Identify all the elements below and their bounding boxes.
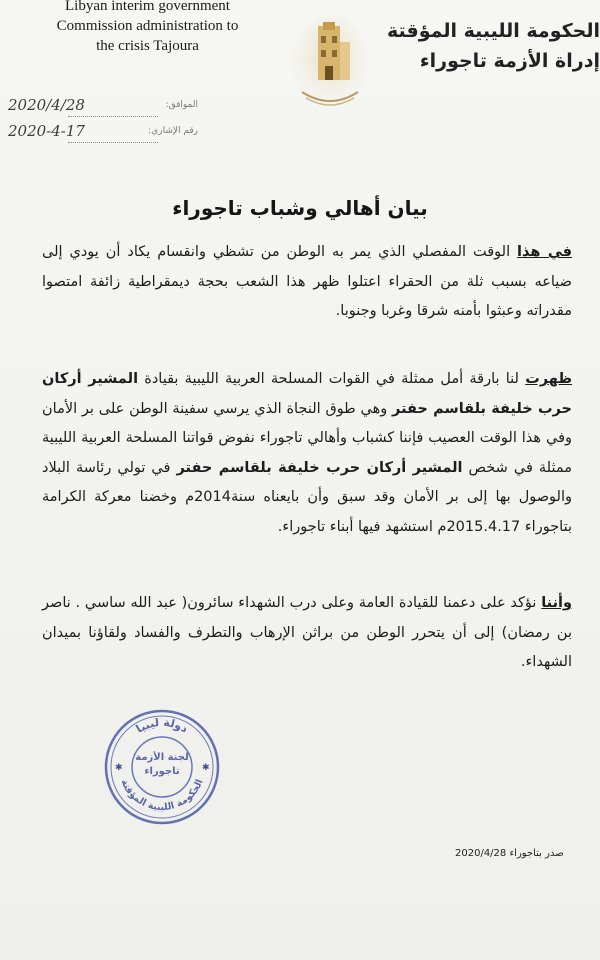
date-line xyxy=(8,96,198,120)
reference-label: رقم الإشاري: xyxy=(148,126,198,136)
paragraph-2-lead: ظهرت xyxy=(525,371,573,387)
stamp-star-right-icon: ✱ xyxy=(202,763,210,773)
paragraph-2 xyxy=(42,365,572,542)
stamp-center-text: لجنة الأزمة تاجوراء xyxy=(135,752,189,777)
letterhead-ar-line-1: الحكومة الليبية المؤقتة xyxy=(386,20,600,42)
paragraph-3 xyxy=(42,589,572,678)
paragraph-2-strong-b: المشير أركان حرب خليفة بلقاسم حفتر xyxy=(176,459,463,476)
handwritten-reference: 2020-4-17 xyxy=(8,122,85,140)
statement-title: بيان أهالي وشباب تاجوراء xyxy=(172,196,428,220)
reference-line xyxy=(8,122,198,146)
stamp-star-left-icon: ✱ xyxy=(115,763,123,773)
paragraph-2-text-c: في تولي رئاسة البلاد والوصول بها إلى بر الأمان وقد سبق وأن بايعناه سنة2014م وخضنا معركة الكرامة بتاجوراء 2015.4.17م استشهد فيها أبناء تاجوراء. xyxy=(42,459,572,535)
reference-dots xyxy=(68,142,158,143)
stamp-bottom-text: الحكومة الليبية المؤقتة xyxy=(118,777,206,814)
issued-date: صدر بتاجوراء 2020/4/28 xyxy=(455,848,564,859)
paragraph-1 xyxy=(42,238,572,327)
government-emblem-icon xyxy=(290,12,370,112)
letterhead-en-line-3: the crisis Tajoura xyxy=(96,38,199,54)
stamp-top-text: دولة ليبيا xyxy=(133,715,191,736)
paragraph-3-lead: وأننا xyxy=(541,595,572,611)
letterhead-en-line-1: Libyan interim government xyxy=(65,0,230,14)
paragraph-2-text-b: وهي طوق النجاة الذي يرسي سفينة الوطن على بر الأمان وفي هذا الوقت العصيب فإننا كشباب وأهالي تاجوراء نفوض قواتنا المسلحة العربية الليبية ممثلة في شخص xyxy=(42,400,573,476)
paragraph-1-lead: في هذا xyxy=(517,244,572,260)
paragraph-1-text: الوقت المفصلي الذي يمر به الوطن من تشظي وانقسام يكاد أن يودي إلى ضياعه بسبب ثلة من الحقراء اعتلوا ظهر هذا الشعب بحجة ديمقراطية زائفة امتصوا مقدراته وعبثوا بأمنه شرقا وغربا وجنوبا. xyxy=(42,244,572,319)
letterhead-en-line-2: Commission administration to xyxy=(56,18,239,34)
official-stamp xyxy=(103,708,221,826)
arabic-letterhead xyxy=(386,16,600,76)
paragraph-2-strong-a: المشير أركان حرب خليفة بلقاسم حفتر xyxy=(42,371,572,417)
handwritten-date: 2020/4/28 xyxy=(8,96,85,114)
paragraph-2-text-a: لنا بارقة أمل ممثلة في القوات المسلحة العربية الليبية بقيادة xyxy=(138,371,526,387)
english-letterhead xyxy=(40,0,255,56)
paragraph-3-text: نؤكد على دعمنا للقيادة العامة وعلى درب الشهداء سائرون( عبد الله ساسي . ناصر بن رمضان) إلى أن يتحرر الوطن من براثن الإرهاب والتطرف والفساد ولقاؤنا بميدان الشهداء. xyxy=(42,595,572,670)
date-dots xyxy=(68,116,158,117)
letterhead-ar-line-2: إدراة الأزمة تاجوراء xyxy=(419,50,600,72)
date-label: الموافق: xyxy=(165,100,198,110)
svg-text:دولة ليبيا xyxy=(134,716,191,736)
